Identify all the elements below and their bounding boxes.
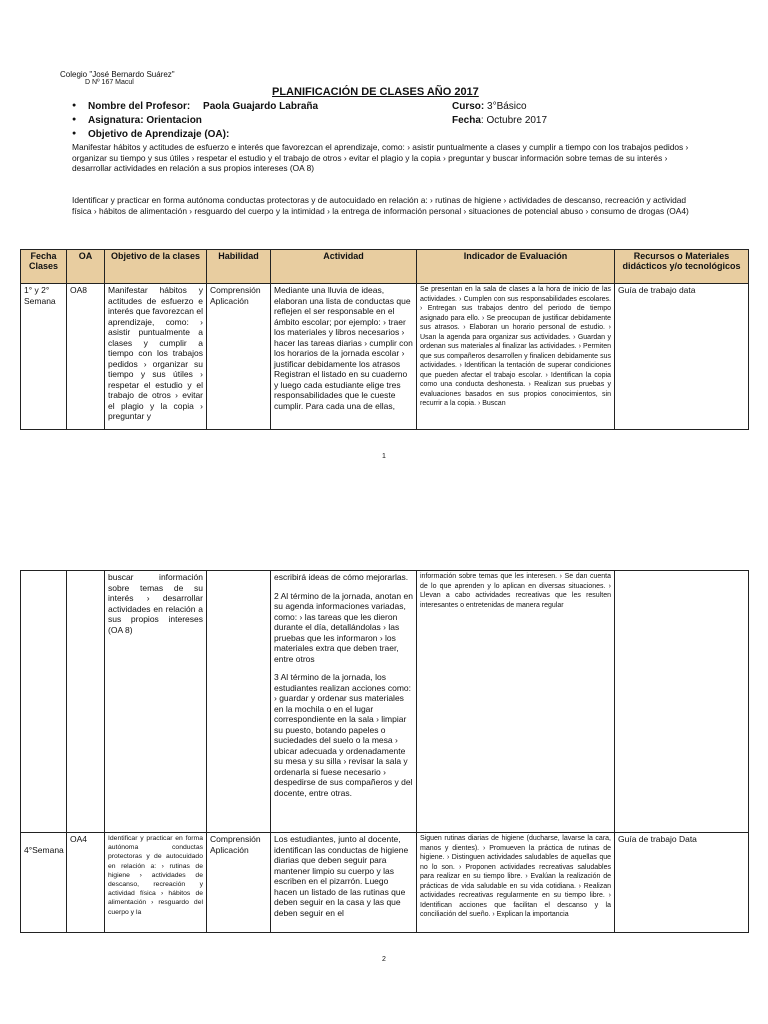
header-recursos: Recursos o Materiales didácticos y/o tecnológicos	[615, 250, 749, 284]
page-number-1: 1	[382, 453, 386, 460]
table-row	[21, 284, 749, 430]
planning-table-page2	[20, 570, 749, 933]
profesor-value: Paola Guajardo Labraña	[203, 101, 319, 112]
page-number-2: 2	[382, 956, 386, 963]
objetivo-label: Objetivo de Aprendizaje (OA):	[88, 129, 230, 140]
table-row	[21, 571, 749, 833]
cell-fecha-empty	[21, 571, 67, 833]
cell-fecha: 4°Semana	[21, 833, 67, 933]
table-row	[21, 833, 749, 933]
school-code: D Nº 167 Macul	[85, 79, 134, 86]
profesor-field	[88, 101, 318, 112]
asignatura-field	[88, 115, 202, 126]
cell-indicador: Siguen rutinas diarias de higiene (ducharse, lavarse la cara, manos y dientes). › Promueven la práctica de rutinas de higiene. › Distinguen actividades saludables de aquellas que no lo son. › Proponen actividades recreativas saludables para realizar en su tiempo libre. › Evalúan la realización de prácticas de vida saludable en su vida cotidiana. › Realizan actividades recreativas regularmente en su tiempo libre. › Identifican acciones que facilitan el descanso y la conciliación del sueño. › Explican la importancia	[417, 833, 615, 933]
asignatura-value: Orientacion	[146, 115, 202, 126]
objective-oa8: Manifestar hábitos y actitudes de esfuerzo e interés que favorezcan el aprendizaje, como: › asistir puntualmente a clases y cumplir a tiempo con los trabajos pedidos › organizar su tiempo y sus útiles › respetar el estudio y el trabajo de otros › evitar el plagio y la copia › preguntar y buscar información sobre temas de su interés › desarrollar actividades en relación a sus propios intereses (OA 8)	[72, 142, 689, 173]
cell-oa: OA4	[67, 833, 105, 933]
curso-value: 3°Básico	[487, 101, 527, 112]
objetivo-field	[88, 129, 229, 140]
school-name: Colegio "José Bernardo Suárez"	[60, 70, 175, 79]
cell-habilidad: Comprensión Aplicación	[207, 284, 271, 430]
header-oa: OA	[67, 250, 105, 284]
cell-indicador: Se presentan en la sala de clases a la hora de inicio de las actividades. › Cumplen con sus responsabilidades escolares. › Entregan sus trabajos dentro del periodo de tiempo asignado para ello. › Se preocupan de justificar debidamente sus atrasos. › Elaboran un horario personal de estudio. › Usan la agenda para organizar sus actividades. › Guardan y ordenan sus materiales al finalizar las actividades. › Permiten que sus compañeros desarrollen y finalicen debidamente sus actividades. › Identifican la tentación de superar condiciones que pueden afectar el trabajo escolar. › Identifican la copia como una conducta deshonesta. › Realizan sus pruebas y evaluaciones basados en sus propios conocimientos, sin recurrir a la copia. › Buscan	[417, 284, 615, 430]
header-objetivo: Objetivo de la clases	[105, 250, 207, 284]
cell-recursos-empty	[615, 571, 749, 833]
cell-objetivo: Manifestar hábitos y actitudes de esfuerzo e interés que favorezcan el aprendizaje, como: › asistir puntualmente a clases y cumplir a tiempo con los trabajos pedidos › organizar su tiempo y sus útiles › respetar el estudio y el trabajo de otros › evitar el plagio y la copia › preguntar y	[105, 284, 207, 430]
cell-recursos: Guía de trabajo data	[615, 284, 749, 430]
page-title: PLANIFICACIÓN DE CLASES AÑO 2017	[272, 86, 479, 98]
cell-fecha: 1° y 2° Semana	[21, 284, 67, 430]
curso-field	[452, 101, 527, 112]
cell-oa-empty	[67, 571, 105, 833]
profesor-label: Nombre del Profesor:	[88, 101, 191, 112]
cell-indicador: información sobre temas que les interesen. › Se dan cuenta de lo que aprenden y lo aplican en diversas situaciones. › Llevan a cabo actividades recreativas que les resulten interesantes o entretenidas de manera regular	[417, 571, 615, 833]
table-header-row	[21, 250, 749, 284]
header-habilidad: Habilidad	[207, 250, 271, 284]
fecha-value: : Octubre 2017	[480, 115, 548, 126]
actividad-paragraph: 2 Al término de la jornada, anotan en su agenda informaciones variadas, como: › las tareas que les dieron durante el día, detallándolas › las pruebas que les informaron › los materiales extra que deben traer, entre otros	[274, 590, 413, 664]
fecha-field	[452, 115, 547, 126]
cell-actividad	[271, 571, 417, 833]
curso-label: Curso:	[452, 101, 485, 112]
cell-objetivo: Identificar y practicar en forma autónoma conductas protectoras y de autocuidado en relación a: › rutinas de higiene › actividades de descanso, recreación y actividad física › hábitos de alimentación › resguardo del cuerpo y la	[105, 833, 207, 933]
header-actividad: Actividad	[271, 250, 417, 284]
fecha-label: Fecha	[452, 115, 481, 126]
header-indicador: Indicador de Evaluación	[417, 250, 615, 284]
objective-oa4: Identificar y practicar en forma autónoma conductas protectoras y de autocuidado en relación a: › rutinas de higiene › actividades de descanso, recreación y actividad física › hábitos de alimentación › resguardo del cuerpo y la intimidad › la entrega de información personal › situaciones de potencial abuso › consumo de drogas (OA4)	[72, 195, 689, 216]
cell-habilidad-empty	[207, 571, 271, 833]
cell-habilidad: Comprensión Aplicación	[207, 833, 271, 933]
cell-actividad: Mediante una lluvia de ideas, elaboran una lista de conductas que reflejen el ser responsable en el ámbito escolar; por ejemplo: › traer los materiales y libros necesarios › hacer las tareas diarias › cumplir con los horarios de la jornada escolar › justificar debidamente los atrasos Registran el listado en su cuaderno y luego cada estudiante elige tres responsabilidades que le cueste cumplir. Para cada una de ellas,	[271, 284, 417, 430]
cell-actividad: Los estudiantes, junto al docente, identifican las conductas de higiene diarias que deben seguir para mantener limpio su cuerpo y las escriben en el pizarrón. Luego hacen un listado de las rutinas que deben seguir en la casa y las que deben seguir en el	[271, 833, 417, 933]
planning-table-page1	[20, 249, 749, 430]
asignatura-label: Asignatura:	[88, 115, 144, 126]
actividad-paragraph: escribirá ideas de cómo mejorarlas.	[274, 572, 409, 582]
actividad-paragraph: 3 Al término de la jornada, los estudiantes realizan acciones como: › guardar y ordenar sus materiales en la mochila o en el lugar correspondiente en la sala › limpiar su puesto, botando papeles o suciedades del suelo o la mesa › ubicar adecuada y ordenadamente su mesa y su silla › revisar la sala y ordenarla si fuese necesario › despedirse de sus compañeros y del docente, entre otras.	[274, 672, 413, 798]
cell-oa: OA8	[67, 284, 105, 430]
header-fecha: Fecha Clases	[21, 250, 67, 284]
cell-recursos: Guía de trabajo Data	[615, 833, 749, 933]
cell-objetivo: buscar información sobre temas de su interés › desarrollar actividades en relación a sus propios intereses (OA 8)	[105, 571, 207, 833]
